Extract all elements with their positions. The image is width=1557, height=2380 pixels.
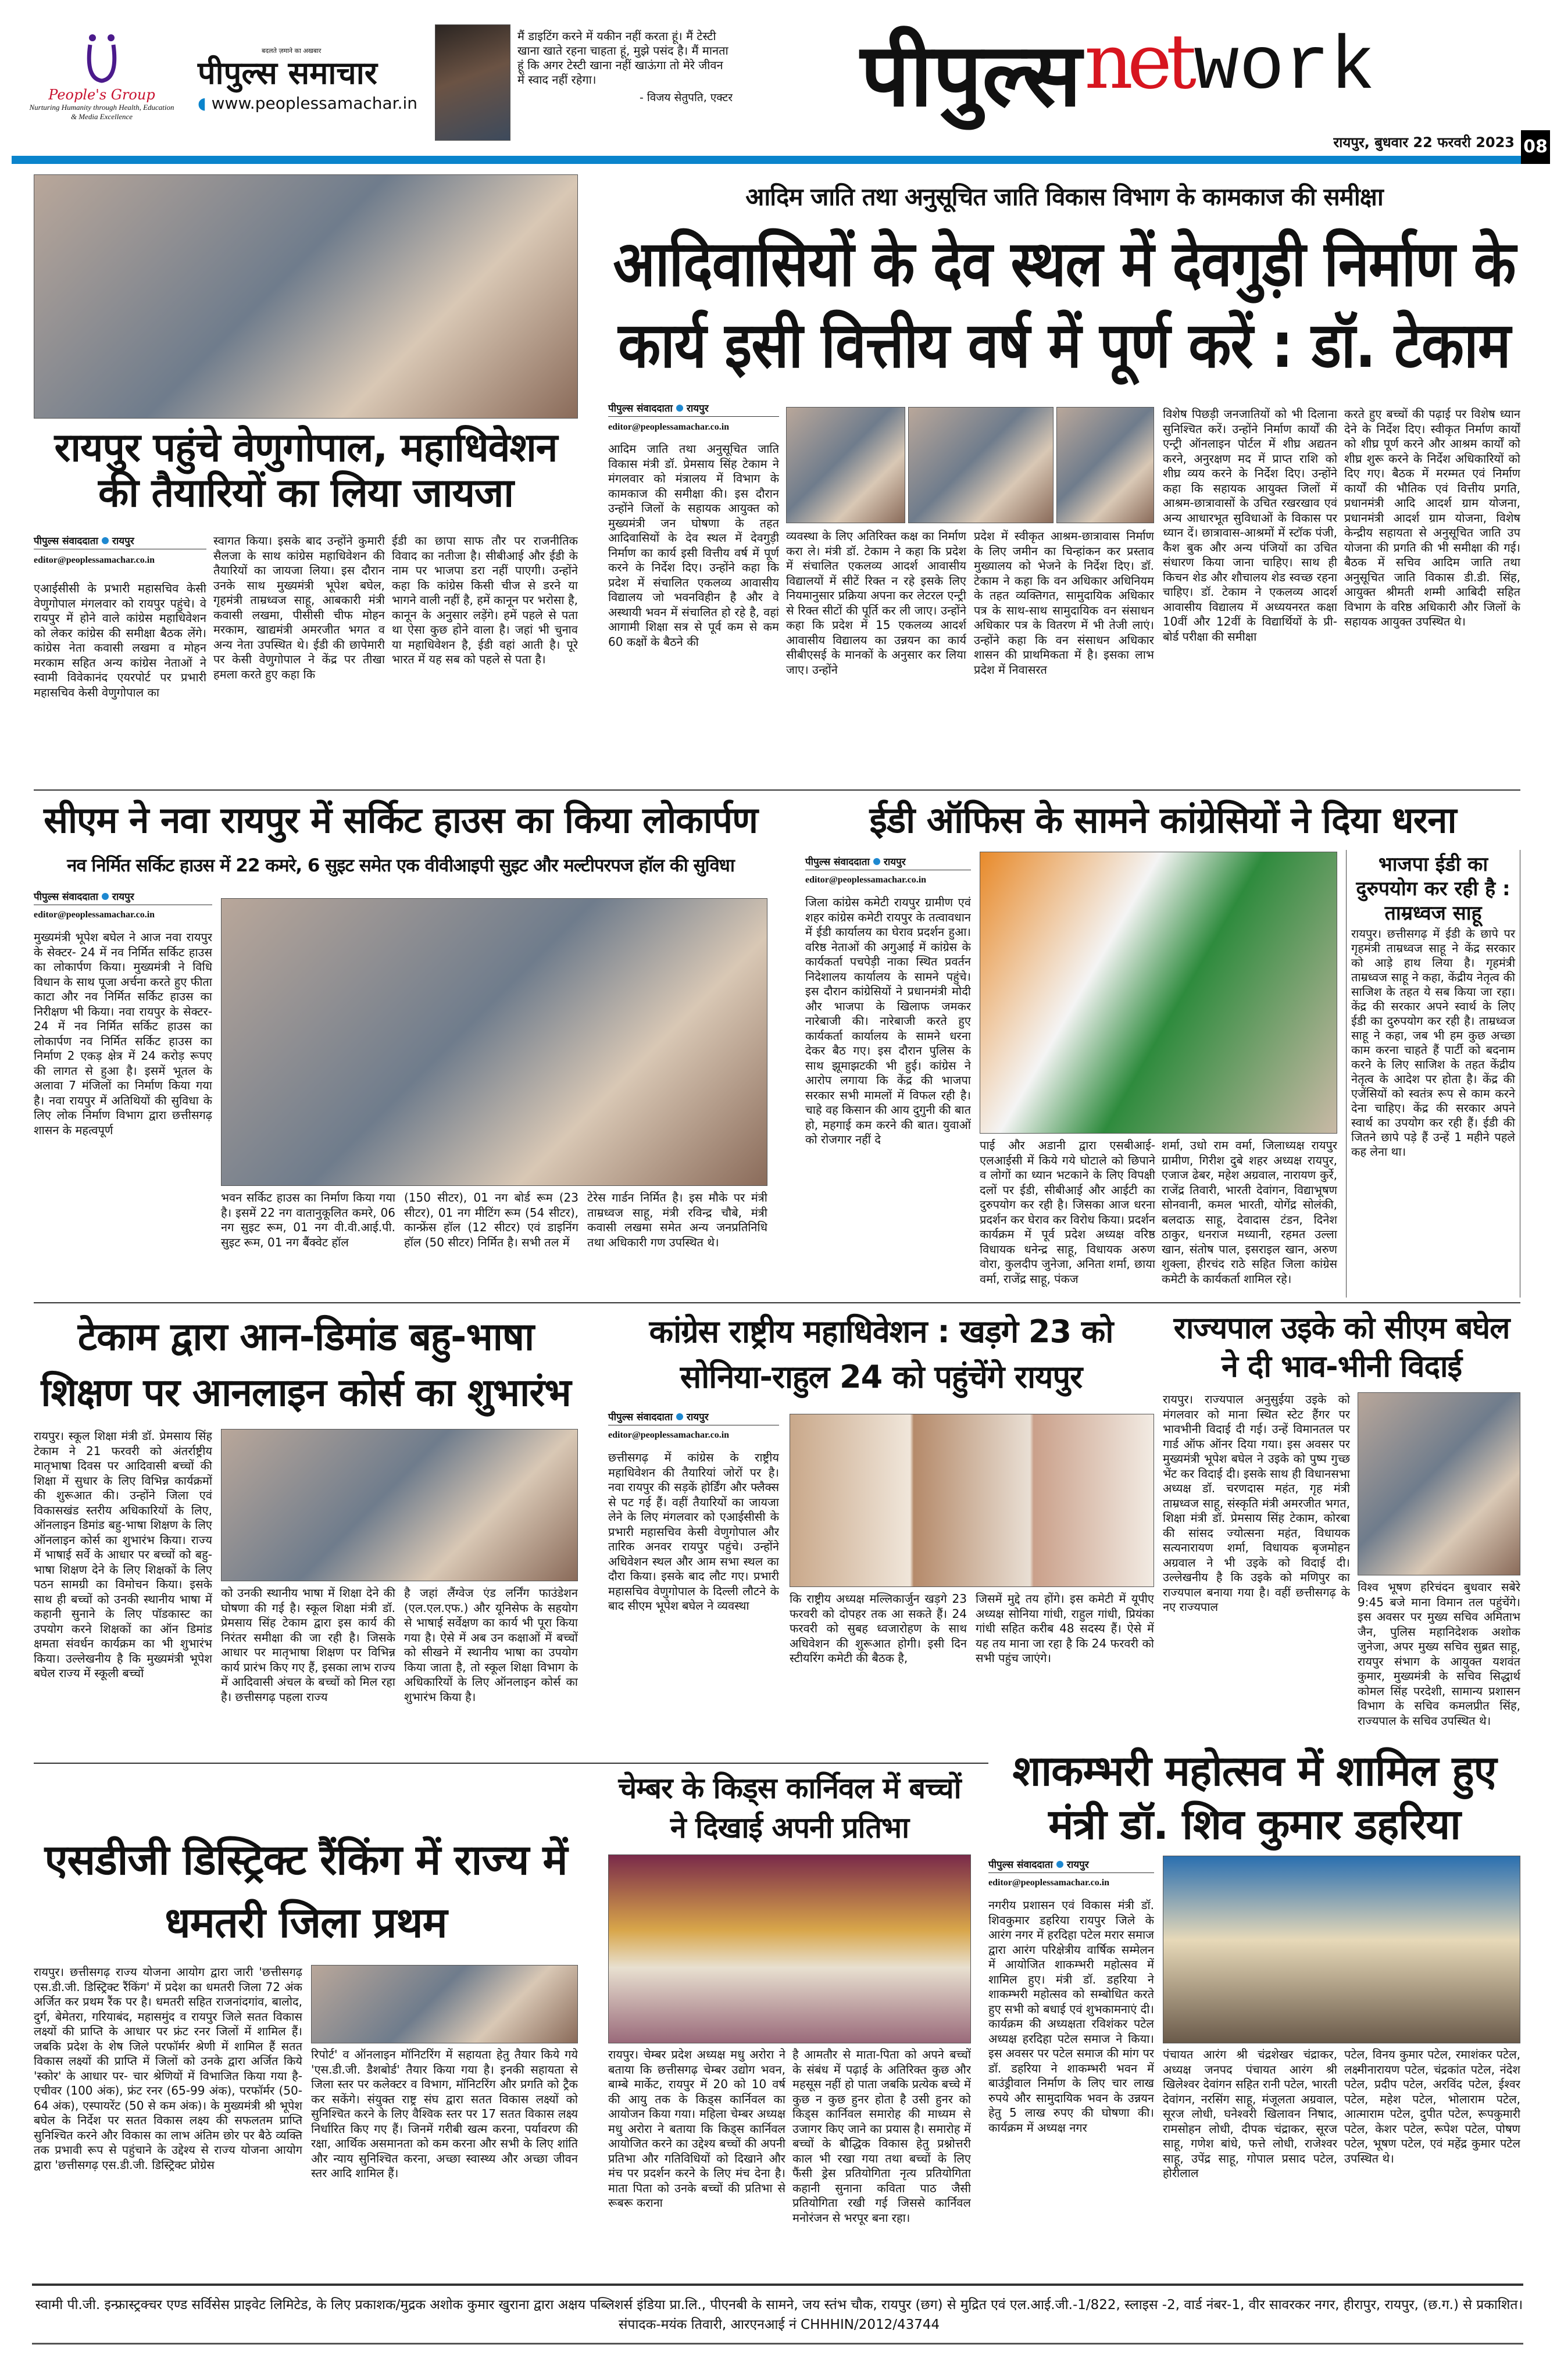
headline-text: चेम्बर के किड्स कार्निवल में बच्चों ने दिखाई अपनी प्रतिभा [618, 1771, 961, 1845]
shakambhari-headline [988, 1744, 1520, 1852]
devgudi-col-1: आदिम जाति तथा अनुसूचित जाति विकास मंत्री डॉ. प्रेमसाय सिंह टेकाम ने मंगलवार को मंत्रालय में विभाग के कामकाज की समीक्षा की। इस दौरान उन्होंने जिलों के सहायक आयुक्त को मुख्यमंत्री जन घोषणा के तहत आदिवासियों के देव स्थल में देवगुड़ी निर्माण का कार्य इसी वित्तीय वर्ष में पूर्ण करने के निर्देश दिए। उन्होंने कहा कि प्रदेश में संचालित एकलव्य आवासीय विद्यालय जो भवनविहीन है और वे अस्थायी भवन में संचालित हो रहे है, वहां आगामी शिक्षा सत्र से पूर्व कम से कम 60 कक्षों के बैठने की [608, 442, 779, 649]
byline: पीपुल्स संवाददाता रायपुर [34, 889, 212, 905]
venugopal-headline [34, 426, 578, 527]
devgudi-headline [608, 224, 1520, 392]
sdg-col-1: रायपुर। छत्तीसगढ़ राज्य योजना आयोग द्वारा जारी 'छत्तीसगढ़ एस.डी.जी. डिस्ट्रिक्ट रैंकिंग' में प्रदेश का धमतरी जिला 72 अंक अर्जित कर प्रथम रैंक पर है। धमतरी सहित राजनांदगांव, बालोद, दुर्ग, बेमेतरा, गरियाबंद, महासमुंद व रायपुर जिले सतत विकास लक्ष्यों की प्राप्ति के आधार पर फ्रंट रनर जिलों में शामिल हैं। जबकि प्रदेश के शेष जिले परफॉर्मर श्रेणी में शामिल हैं सतत विकास लक्ष्यों की प्राप्ति में जिलों को उनके द्वारा अर्जित किये 'स्कोर' के आधार पर- चार श्रेणियों में विभाजित किया गया है- एचीवर (100 अंक), फ्रंट रनर (65-99 अंक), परफॉर्मर (50-64 अंक), एस्पायरेंट (50 से कम अंक)। के मुख्यमंत्री श्री भूपेश बघेल के निर्देश पर सतत विकास लक्ष्य की सफलतम प्राप्ति सुनिश्चित करने और विकास का लाभ अंतिम छोर पर बैठे व्यक्ति तक प्रभावी रूप से पहुंचाने के उद्देश्य से राज्य योजना आयोग द्वारा 'छत्तीसगढ़ एस.डी.जी. डिस्ट्रिक्ट प्रोग्रेस [34, 1965, 302, 2172]
email: editor@peoplessamachar.co.in [608, 422, 730, 432]
divider [34, 789, 1520, 791]
footer-imprint: स्वामी पी.जी. इन्फ्रास्ट्रक्चर एण्ड सर्विसेस प्राइवेट लिमिटेड, के लिए प्रकाशक/मुद्रक अशोक कुमार खुराना द्वारा अक्षय पब्लिशर्स इंडिया प्रा.लि., पीएनबी के सामने, जय स्तंभ चौक, रायपुर (छग) से मुद्रित एवं एल.आई.जी.-1/822, स्लाइस -2, वार्ड नंबर-1, वीर सावरकर नगर, हीरापुर, रायपुर, (छ.ग.) से प्रकाशित। संपादक-मयंक तिवारी, आरएनआई नं CHHHIN/2012/43744 [35, 2297, 1523, 2332]
tekam-course-photo [221, 1429, 578, 1581]
byline: पीपुल्स संवाददाता रायपुर [988, 1857, 1154, 1873]
group-tagline: Nurturing Humanity through Health, Education & Media Excellence [29, 103, 174, 121]
venugopal-col-3: ईडी का छापा साफ तौर पर राजनीतिक विवाद का नतीजा है। सीबीआई और ईडी के नाम पर भाजपा डरा नहीं पाएगी। उन्होंने कहा कि कांग्रेस किसी चीज से डरने या भागने वाली नहीं है, हमें कानून पर भरोसा है, कानून के अनुसार लड़ेंगे। हमें पहले से पता था ऐसा कुछ होने वाला है। जहां भी चुनाव या महाधिवेशन है, ईडी वहां आती है। पूरे भारत में यह सब को पहले से पता है। [392, 534, 578, 666]
headline-text: एसडीजी डिस्ट्रिक्ट रैंकिंग में राज्य में धमतरी जिला प्रथम [44, 1835, 567, 1947]
email: editor@peoplessamachar.co.in [34, 910, 155, 920]
governor-farewell-photo [1358, 1392, 1520, 1575]
devgudi-col-5: करते हुए बच्चों की पढ़ाई पर विशेष ध्यान देने के निर्देश दिए। स्वीकृत निर्माण कार्यों को शीघ्र पूर्ण करने और आश्रम कार्यों को शीघ्र शुरू करने के निर्देश अधिकारियों को दिए गए। बैठक में मरम्मत एवं निर्माण कार्यों की भौतिक एवं वित्तीय प्रगति, प्रधानमंत्री आदि आदर्श ग्राम योजना, प्रधानमंत्री आदर्श ग्राम योजना, विशेष केन्द्रीय सहायता से अनुसूचित जाति उप योजना की प्रगति की भी समीक्षा की गई। बैठक में सचिव आदिम जाति तथा अनुसूचित जाति विकास डी.डी. सिंह, आयुक्त श्रीमती शम्मी आबिदी सहित विभाग के वरिष्ठ अधिकारी और जिलों के सहायक आयुक्त उपस्थित थे। [1344, 407, 1520, 628]
headline-text: रायपुर पहुंचे वेणुगोपाल, महाधिवेशन की तैयारियों का लिया जायजा [54, 425, 558, 517]
group-name: People's Group [48, 87, 155, 103]
byline: पीपुल्स संवाददाता रायपुर [805, 855, 971, 870]
email: editor@peoplessamachar.co.in [608, 1430, 730, 1440]
headline-text: शाकम्भरी महोत्सव में शामिल हुए मंत्री डॉ. शिव कुमार डहरिया [1012, 1746, 1497, 1849]
sahu-sidebar-body: रायपुर। छत्तीसगढ़ में ईडी के छापे पर गृहमंत्री ताम्रध्वज साहू ने केंद्र सरकार को आड़े हाथ लिया है। गृहमंत्री ताम्रध्वज साहू ने कहा, केंद्रीय नेतृत्व की साजिश के तहत ये सब किया जा रहा। केंद्र की सरकार अपने स्वार्थ के लिए ईडी का दुरुपयोग कर रही है। ताम्रध्वज साहू ने कहा, जब भी हम कुछ अच्छा काम करना चाहते हैं पार्टी को बदनाम करने के लिए साजिश के तहत केंद्रीय नेतृत्व के आदेश पर होता है। केंद्र की एजेंसियों को स्वतंत्र रूप से काम करने देना चाहिए। केंद्र की सरकार अपने स्वार्थ का उपयोग कर रही हैं। ईडी की जितने छापे पड़े हैं उन्हें 1 महीने पहले कह लेना था। [1351, 927, 1515, 1159]
quote-box [517, 29, 733, 105]
shakambhari-col-2: पंचायत आरंग श्री चंद्रशेखर चंद्राकर, अध्यक्ष जनपद पंचायत आरंग श्री खिलेश्वर देवांगन सहित रानी पटेल, भारती देवांगन, नरसिंग साहू, मंजूलता अग्रवाल, सूरज लोधी, घनेश्वरी खिलावन निषाद, रामसोहन लोधी, दीपक चंद्राकर, सूरज साहू, गणेश बांधे, फत्ते लोधी, राजेश्वर साहू, उपेंद्र साहू, गोपाल प्रसाद पटेल, होरीलाल [1163, 2047, 1337, 2180]
paper-name: पीपुल्स समाचार [198, 55, 377, 91]
circuit-col-2: भवन सर्किट हाउस का निर्माण किया गया है। इसमें 22 नग वातानुकूलित कमरे, 06 नग सुइट रूम, 01 नग वी.वी.आई.पी. सुइट रूम, 01 नग बैंक्वेट हॉल [221, 1191, 395, 1249]
kids-carnival-photo [608, 1854, 971, 2043]
tekam-course-col-3: है जहां लैंग्वेज एंड लर्निंग फाउंडेशन (एल.एल.एफ.) और यूनिसेफ के सहयोग से भाषाई सर्वेक्षण का कार्य भी पूरा किया गया है। ऐसे में अब उन कक्षाओं में बच्चों को सीखने में स्थानीय भाषा का उपयोग किया जाता है, तो स्कूल शिक्षा विभाग के अधिकारियों के लिए ऑनलाइन कोर्स का शुभारंभ किया है। [404, 1586, 578, 1704]
venugopal-col-1: एआईसीसी के प्रभारी महासचिव केसी वेणुगोपाल मंगलवार को रायपुर पहुंचे। वे रायपुर में होने वाले कांग्रेस महाधिवेशन को लेकर कांग्रेस की समीक्षा बैठक लेंगे। कांग्रेस नेता कवासी लखमा व मोहन मरकाम सहित अन्य कांग्रेस नेताओं ने स्वामी विवेकानंद एयरपोर्ट पर प्रभारी महासचिव केसी वेणुगोपाल का [34, 581, 206, 699]
dateline: रायपुर, बुधवार 22 फरवरी 2023 [1333, 134, 1515, 151]
sahu-sidebar [1346, 850, 1520, 1298]
section-logo: पीपुल्स net work [860, 17, 1376, 126]
sdg-report-release-photo [311, 1965, 578, 2043]
venugopal-col-2: स्वागत किया। इसके बाद उन्होंने कुमारी सैलजा के साथ कांग्रेस महाधिवेशन की तैयारियों का जायजा लिया। इस दौरान उनके साथ मुख्यमंत्री भूपेश बघेल, गृहमंत्री ताम्रध्वज साहू, आबकारी मंत्री कवासी लखमा, पीसीसी चीफ मोहन मरकाम, खाद्यमंत्री अमरजीत भगत व अन्य नेता उपस्थित थे। ईडी की छापेमारी पर केसी वेणुगोपाल ने केंद्र पर तीखा हमला करते हुए कहा कि [213, 534, 385, 681]
email: editor@peoplessamachar.co.in [34, 555, 155, 565]
circuit-col-4: टेरेस गार्डन निर्मित है। इस मौके पर मंत्री ताम्रध्वज साहू, मंत्री रविन्द्र चौबे, मंत्री कवासी लखमा समेत अन्य जनप्रतिनिधि तथा अधिकारी गण उपस्थित थे। [587, 1191, 767, 1249]
venugopal-photo [34, 174, 578, 419]
sdg-headline [34, 1828, 578, 1959]
headline-text: कांग्रेस राष्ट्रीय महाधिवेशन : खड़गे 23 को सोनिया-राहुल 24 को पहुंचेंगे रायपुर [649, 1313, 1113, 1395]
byline: पीपुल्स संवाददाता रायपुर [34, 534, 206, 549]
ed-office-col-2: पाई और अडानी द्वारा एसबीआई-एलआईसी में किये गये घोटाले को छिपाने व लोगों का ध्यान भटकाने के लिए विपक्षी दलों पर ईडी, सीबीआई और आईटी का दुरुपयोग कर रही है। जिसका आज धरना प्रदर्शन कर घेराव कर विरोध किया। प्रदर्शन कार्यक्रम में पूर्व प्रदेश अध्यक्ष वरिष्ठ विधायक धनेन्द्र साहू, विधायक अरुण वोरा, कुलदीप जुनेजा, अनिता शर्मा, छाया वर्मा, राजेंद्र साहू, पंकज [980, 1138, 1155, 1286]
governor-col-1: रायपुर। राज्यपाल अनुसुईया उइके को मंगलवार को माना स्थित स्टेट हैंगर पर भावभीनी विदाई दी गई। उन्हें विमानतल पर गार्ड ऑफ ऑनर दिया गया। इस अवसर पर मुख्यमंत्री भूपेश बघेल ने उइके को पुष्प गुच्छ भेंट कर विदाई दी। इसके साथ ही विधानसभा अध्यक्ष डॉ. चरणदास महंत, गृह मंत्री ताम्रध्वज साहू, संस्कृति मंत्री अमरजीत भगत, शिक्षा मंत्री डॉ. प्रेमसाय सिंह टेकाम, कोरबा की सांसद ज्योत्सना महंत, विधायक सत्यनारायण शर्मा, विधायक बृजमोहन अग्रवाल ने भी उइके को विदाई दी। उल्लेखनीय है कि उइके को मणिपुर का राज्यपाल बनाया गया है। वहीं छत्तीसगढ़ के नए राज्यपाल [1163, 1392, 1350, 1614]
devgudi-kicker [608, 183, 1520, 220]
paper-masthead [198, 47, 430, 113]
quote-text: मैं डाइटिंग करने में यकीन नहीं करता हूं। मैं टेस्टी खाना खाते रहना चाहता हूं, मुझे पसंद है। मैं मानता हूं कि अगर टेस्टी खाना नहीं खाऊंगा तो मेरे जीवन में स्वाद नहीं रहेगा। [517, 29, 728, 87]
headline-text: ईडी ऑफिस के सामने कांग्रेसियों ने दिया धरना [869, 799, 1456, 841]
kids-carnival-col-2: है आमतौर से माता-पिता को अपने बच्चों के संबंध में पढ़ाई के अतिरिक्त कुछ और महसूस नहीं हो पाता जबकि प्रत्येक बच्चे में कुछ न कुछ हुनर होता है उसी हुनर को किड्स कार्निवल समारोह की माध्यम से उजागर किए जाने का प्रयास है। समारोह में बच्चों के बौद्धिक विकास हेतु प्रश्नोत्तरी काल भी रखा गया तथा बच्चों के लिए फैंसी ड्रेस प्रतियोगिता नृत्य प्रतियोगिता कहानी सुनाना कविता पाठ जैसी प्रतियोगिता रखी गई जिससे कार्निवल मनोरंजन से भरपूर बना रहा। [792, 2047, 971, 2225]
divider [34, 1302, 1520, 1303]
peoples-group-emblem-icon [84, 32, 119, 84]
convention-headline [608, 1309, 1154, 1405]
shakambhari-col-1: नगरीय प्रशासन एवं विकास मंत्री डॉ. शिवकुमार डहरिया रायपुर जिले के आरंग नगर में हरदिहा पटेल मरार समाज द्वारा आरंग परिक्षेत्रीय वार्षिक सम्मेलन में आयोजित शाकम्भरी महोत्सव में शामिल हुए। मंत्री डॉ. डहरिया ने शाकम्भरी महोत्सव को सम्बोधित करते हुए सभी को बधाई एवं शुभकामनाएं दी। कार्यक्रम की अध्यक्षता रविशंकर पटेल अध्यक्ष हरदिहा पटेल समाज ने किया। इस अवसर पर पटेल समाज की मांग पर डॉ. डहरिया ने शाकम्भरी भवन में बाउंड्रीवाल निर्माण के लिए चार लाख रुपये और सामुदायिक भवन के उन्नयन हेतु 5 लाख रुपए की घोषणा की। कार्यक्रम में अध्यक्ष नगर [988, 1898, 1154, 2135]
email: editor@peoplessamachar.co.in [988, 1878, 1110, 1888]
circuit-col-3: (150 सीटर), 01 नग बोर्ड रूम (23 सीटर), 01 नग मीटिंग रूम (54 सीटर), कान्फ्रेंस हॉल (12 सीटर) एवं डाइनिंग हॉल (50 सीटर) निर्मित है। सभी तल में [404, 1191, 578, 1249]
paper-tagline: बदलते ज़माने का अखबार [262, 47, 322, 55]
convention-col-1: छत्तीसगढ़ में कांग्रेस के राष्ट्रीय महाधिवेशन की तैयारियां जोरों पर है। नवा रायपुर की सड़कें होर्डिंग और फ्लैक्स से पट गई हैं। वहीं तैयारियों का जायजा लेने के लिए मंगलवार को एआईसीसी के प्रभारी महासचिव केसी वेणुगोपाल और तारिक अनवर रायपुर पहुंचे। उन्होंने अधिवेशन स्थल और आम सभा स्थल का दौरा किया। इसके बाद लौट गए। प्रभारी महासचिव वेणुगोपाल के दिल्ली लौटने के बाद सीएम भूपेश बघेल ने व्यवस्था [608, 1450, 779, 1613]
shakambhari-col-3: पटेल, विनय कुमार पटेल, रमाशंकर पटेल, लक्ष्मीनारायण पटेल, चंद्रकांत पटेल, नंदेश पटेल, प्रदीप पटेल, अरविंद पटेल, ईश्वर पटेल, महेश पटेल, भोलाराम पटेल, आत्माराम पटेल, दुपीत पटेल, रूपकुमारी पटेल, केशर पटेल, रूपेश पटेल, पोषण पटेल, भूषण पटेल, एवं महेंद्र कुमार पटेल उपस्थित थे। [1344, 2047, 1520, 2165]
ed-office-headline [805, 799, 1520, 848]
devgudi-photo-3 [1056, 407, 1154, 523]
ed-protest-photo [980, 852, 1337, 1134]
shakambhari-event-photo [1163, 1856, 1520, 2043]
devgudi-col-4: विशेष पिछड़ी जनजातियों को भी दिलाना सुनिश्चित करें। उन्होंने निर्माण कार्यों की एन्ट्री ऑनलाइन पोर्टल में शीघ्र अद्यतन करने, अनुरक्षण मद में प्राप्त राशि को शीघ्र व्यय करने के निर्देश दिए। उन्होंने कहा कि सहायक आयुक्त जिलों में आश्रम-छात्रावासों के उचित रखरखाव एवं अन्य आधारभूत सुविधाओं के विकास पर ध्यान दें। छात्रावास-आश्रमों में स्टॉक पंजी, कैश बुक और अन्य पंजियों का उचित संधारण किया जाना चाहिए। साथ ही किचन शेड और शौचालय शेड स्वच्छ रहना चाहिए। डॉ. टेकाम ने एकलव्य आदर्श आवासीय विद्यालय में अध्ययनरत कक्षा 10वीं और 12वीं के विद्यार्थियों के प्री-बोर्ड परीक्षा की समीक्षा [1163, 407, 1337, 644]
quote-author: - विजय सेतुपति, एक्टर [639, 91, 733, 104]
circuit-house-inauguration-photo [221, 898, 767, 1186]
convention-col-2: कि राष्ट्रीय अध्यक्ष मल्लिकार्जुन खड़गे 23 फरवरी को दोपहर तक आ सकते हैं। 24 फरवरी को सुबह ध्वजारोहण के साथ अधिवेशन की शुरूआत होगी। इसी दिन स्टीयरिंग कमेटी की बैठक है, [790, 1592, 967, 1665]
headline-text: राज्यपाल उइके को सीएम बघेल ने दी भाव-भीनी विदाई [1173, 1311, 1510, 1384]
header-rule [12, 156, 1521, 164]
sahu-sidebar-headline: भाजपा ईडी का दुरुपयोग कर रही है : ताम्रध्वज साहू [1356, 853, 1510, 925]
circuit-headline [34, 799, 767, 850]
convention-col-3: जिसमें मुद्दे तय होंगे। इस कमेटी में यूपीए अध्यक्ष सोनिया गांधी, राहुल गांधी, प्रियंका गांधी सहित करीब 48 सदस्य हैं। ऐसे में यह तय माना जा रहा है कि 24 फरवरी को सभी पहुंच जाएंगे। [976, 1592, 1154, 1665]
ed-office-col-1: जिला कांग्रेस कमेटी रायपुर ग्रामीण एवं शहर कांग्रेस कमेटी रायपुर के तत्वावधान में ईडी कार्यालय का घेराव प्रदर्शन हुआ। वरिष्ठ नेताओं की अगुआई में कांग्रेस के कार्यकर्ता पचपेड़ी नाका स्थित प्रवर्तन निदेशालय कार्यालय के सामने पहुंचे। इस दौरान कांग्रेसियों ने प्रधानमंत्री मोदी और भाजपा के खिलाफ जमकर नारेबाजी की। नारेबाजी करते हुए कार्यकर्ता कार्यालय के सामने धरना देकर बैठ गए। इस दौरान पुलिस के साथ झूमाझटकी भी हुई। कांग्रेस ने आरोप लगाया कि केंद्र की भाजपा सरकार सभी मामलों में विफल रही है। चाहे वह किसान की आय दुगुनी की बात हो, महगाई कम करने की बात। युवाओं को रोजगार नहीं दे [805, 895, 971, 1146]
governor-col-2: विश्व भूषण हरिचंदन बुधवार सबेरे 9:45 बजे माना विमान तल पहुंचेंगे। इस अवसर पर मुख्य सचिव अमिताभ जैन, पुलिस महानिदेशक अशोक जुनेजा, अपर मुख्य सचिव सुब्रत साहू, रायपुर संभाग के आयुक्त यशवंत कुमार, मुख्यमंत्री के सचिव सिद्धार्थ कोमल सिंह परदेशी, सामान्य प्रशासन विभाग के सचिव कमलप्रीत सिंह, राज्यपाल के सचिव उपस्थित थे। [1358, 1580, 1520, 1728]
page-number: 08 [1521, 130, 1550, 164]
devgudi-col-3: प्रदेश में स्वीकृत आश्रम-छात्रावास निर्माण के लिए जमीन का चिन्हांकन कर प्रस्ताव मुख्यालय को भेजने के निर्देश दिए। डॉ. टेकाम ने कहा कि वन अधिकार अधिनियम के तहत व्यक्तिगत, सामुदायिक अधिकार पत्र के साथ-साथ सामुदायिक वन संसाधन अधिकार पत्र के वितरण में भी तेजी लाएं। उन्होंने कहा कि वन संसाधन अधिकार शासन की प्राथमिकता में है। इसका लाभ प्रदेश में निवासरत [974, 529, 1154, 677]
devgudi-col-2: व्यवस्था के लिए अतिरिक्त कक्ष का निर्माण करा ले। मंत्री डॉ. टेकाम ने कहा कि प्रदेश में संचालित एकलव्य आदर्श आवासीय विद्यालयों में सीटें रिक्त न रहे इसके लिए नियमानुसार प्रक्रिया अपना कर लेटरल एन्ट्री से रिक्त सीटों की पूर्ति कर ली जाए। उन्होंने कहा कि प्रदेश में 15 एकलव्य आदर्श आवासीय विद्यालय का उन्नयन का कार्य सीबीएसई के मानकों के अनुसार कर लिया जाए। उन्होंने [786, 529, 966, 677]
footer-rule-bottom [32, 2343, 1523, 2345]
headline-text: सीएम ने नवा रायपुर में सर्किट हाउस का किया लोकार्पण [44, 799, 758, 841]
footer-rule-top [32, 2283, 1523, 2286]
byline: पीपुल्स संवाददाता रायपुर [608, 1410, 779, 1425]
circuit-subhead [34, 856, 767, 885]
tekam-course-col-1: रायपुर। स्कूल शिक्षा मंत्री डॉ. प्रेमसाय सिंह टेकाम ने 21 फरवरी को अंतर्राष्ट्रीय मातृभाषा दिवस पर आदिवासी बच्चों की शिक्षा में सुधार के लिए विभिन्न कार्यक्रमों की शुरूआत की। उन्होंने जिला एवं विकासखंड स्तरीय अधिकारियों के लिए, ऑनलाइन डिमांड बहु-भाषा शिक्षण के लिए ऑनलाइन कोर्स का शुभारंभ किया। राज्य में भाषाई सर्वे के आधार पर बच्चों को बहु-भाषा शिक्षण देने के लिए शिक्षकों के लिए पठन सामग्री का विमोचन किया। इसके साथ ही बच्चों को उनकी स्थानीय भाषा में कहानी सुनाने के लिए पॉडकास्ट का उपयोग करने शिक्षकों का ऑन डिमांड क्षमता संवर्धन कार्यक्रम का भी शुभारंभ किया। उल्लेखनीय है कि मुख्यमंत्री भूपेश बघेल राज्य में स्कूली बच्चों [34, 1429, 212, 1680]
ed-office-col-3: शर्मा, उधो राम वर्मा, जिलाध्यक्ष रायपुर ग्रामीण, गिरीश दुबे शहर अध्यक्ष रायपुर, एजाज ढेबर, महेश अग्रवाल, नारायण कुर्रे, राजेंद्र तिवारी, भारती देवांगन, विद्याभूषण सोनवानी, कमल भारती, योगेंद्र सोलंकी, बलदाऊ साहू, देवादास टंडन, दिनेश ठाकुर, धनराज मध्यानी, रहमत उल्ला खान, संतोष पाल, इसराइल खान, अरुण शुक्ला, हीरचंद राठे सहित जिला कांग्रेस कमेटी के कार्यकर्ता शामिल रहे। [1162, 1138, 1337, 1286]
headline-text: आदिवासियों के देव स्थल में देवगुड़ी निर्माण के कार्य इसी वित्तीय वर्ष में पूर्ण करें : डॉ. टेकाम [613, 228, 1516, 382]
devgudi-photo-2 [908, 407, 1054, 523]
kids-carnival-col-1: रायपुर। चेम्बर प्रदेश अध्यक्ष मधु अरोरा ने बताया कि छत्तीसगढ़ चेम्बर उद्योग भवन, बाम्बे मार्केट, रायपुर में 20 को 10 वर्ष की आयु तक के किड्स कार्निवल का आयोजन किया गया। महिला चेम्बर अध्यक्ष मधु अरोरा ने बताया कि किड्स कार्निवल आयोजित करने का उद्देश्य बच्चों की अपनी प्रतिभा और गतिविधियों को दिखाने और मंच पर प्रदर्शन करने के लिए मंच देना है। माता पिता को उनके बच्चों की प्रतिभा से रूबरू कराना [608, 2047, 785, 2210]
headline-text: नव निर्मित सर्किट हाउस में 22 कमरे, 6 सुइट समेत एक वीवीआइपी सुइट और मल्टीपरपज हॉल की सुविधा [67, 855, 734, 876]
email: editor@peoplessamachar.co.in [805, 875, 927, 885]
headline-text: आदिम जाति तथा अनुसूचित जाति विकास विभाग के कामकाज की समीक्षा [745, 183, 1383, 211]
kharge-rahul-sonia-photo [790, 1414, 1154, 1587]
drop-icon: ◖ [198, 94, 212, 113]
devgudi-photo-1 [786, 407, 905, 523]
governor-headline [1163, 1309, 1520, 1388]
byline: पीपुल्स संवाददाता रायपुर [608, 401, 779, 417]
sdg-col-2: रिपोर्ट' व ऑनलाइन मॉनिटरिंग में सहायता हेतु तैयार किये गये 'एस.डी.जी. डैशबोर्ड' तैयार किया गया है। इनकी सहायता से जिला स्तर पर कलेक्टर व विभाग, मॉनिटरिंग और प्रगति को ट्रैक कर सकेंगे। संयुक्त राष्ट्र संघ द्वारा सतत विकास लक्ष्यों को सुनिश्चित करने के लिए वैश्विक स्तर पर 17 सतत विकास लक्ष्य निर्धारित किए गए हैं। जिनमें गरीबी खत्म करना, पर्यावरण की रक्षा, आर्थिक असमानता को कम करना और सभी के लिए शांति और न्याय सुनिश्चित करना, अच्छा स्वास्थ्य और अच्छा जीवन स्तर आदि शामिल हैं। [311, 2047, 578, 2180]
kids-carnival-headline [608, 1768, 971, 1851]
headline-text: टेकाम द्वारा आन-डिमांड बहु-भाषा शिक्षण पर आनलाइन कोर्स का शुभारंभ [41, 1314, 571, 1415]
website-link[interactable]: ◖ www.peoplessamachar.in [198, 94, 418, 113]
peoples-group-logo [29, 32, 174, 148]
actor-photo [435, 24, 510, 141]
tekam-course-col-2: को उनकी स्थानीय भाषा में शिक्षा देने की घोषणा की गई है। स्कूल शिक्षा मंत्री डॉ. प्रेमसाय सिंह टेकाम द्वारा इस कार्य की निरंतर समीक्षा की जा रही है। जिसके आधार पर मातृभाषा शिक्षण पर विभिन्न कार्य प्रारंभ किए गए हैं, इसका लाभ राज्य में आदिवासी अंचल के बच्चों को मिल रहा है। छत्तीसगढ़ पहला राज्य [221, 1586, 395, 1704]
tekam-course-headline [34, 1309, 578, 1423]
circuit-col-1: मुख्यमंत्री भूपेश बघेल ने आज नवा रायपुर के सेक्टर- 24 में नव निर्मित सर्किट हाउस का लोकार्पण किया। मुख्यमंत्री ने विधि विधान के साथ पूजा अर्चना करते हुए फीता काटा और नव निर्मित सर्किट हाउस का निरीक्षण भी किया। नवा रायपुर के सेक्टर- 24 में नव निर्मित सर्किट हाउस का लोकार्पण नव निर्मित सर्किट हाउस का निर्माण 2 एकड़ क्षेत्र में 24 करोड़ रूपए की लागत से हुआ है। इसमें भूतल के अलावा 7 मंजिलों का निर्माण किया गया है। नवा रायपुर में अतिथियों की सुविधा के लिए लोक निर्माण विभाग द्वारा छत्तीसगढ़ शासन के महत्वपूर्ण [34, 930, 212, 1137]
